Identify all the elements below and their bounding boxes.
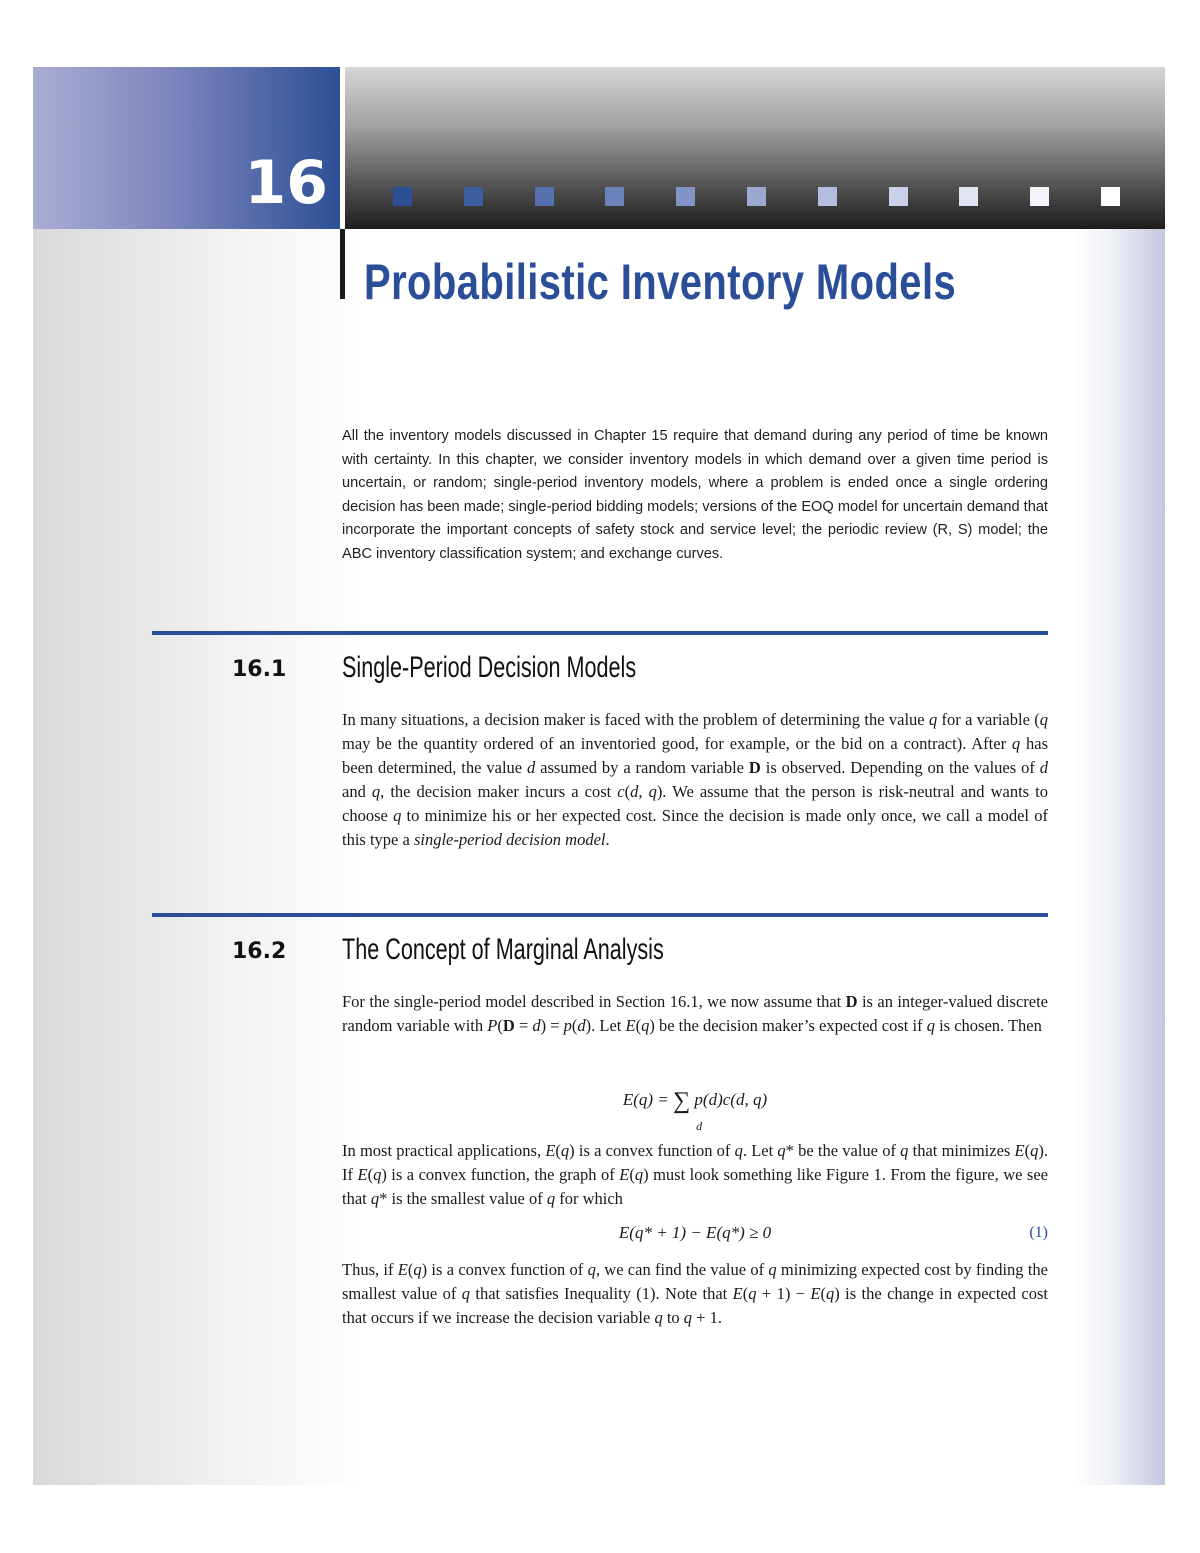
header-square: [747, 187, 766, 206]
header-square: [676, 187, 695, 206]
section-title: Single-Period Decision Models: [342, 651, 637, 684]
section-rule: [152, 631, 1048, 635]
section-16-2-paragraph-3: Thus, if E(q) is a convex function of q, we can find the value of q minimizing expected cost by finding the smallest value of q that satisfies Inequality (1). Note that E(q + 1) − E(q) is the change in expected cost that occurs if we increase the decision variable q to q + 1.: [342, 1260, 1049, 1327]
header-square: [889, 187, 908, 206]
header-square: [393, 187, 412, 206]
section-16-2-paragraph-1: For the single-period model described in Section 16.1, we now assume that D is an integer-valued discrete random variable with P(D = d) = p(d). Let E(q) be the decision maker’s expected cost if q is chosen. Then: [342, 992, 1048, 1035]
chapter-title: Probabilistic Inventory Models: [364, 254, 957, 310]
header-square: [605, 187, 624, 206]
expected-cost-equation: E(q) = ∑ d p(d)c(d, q): [622, 1088, 768, 1133]
section-16-2-paragraph-2: In most practical applications, E(q) is a convex function of q. Let q* be the value of q that minimizes E(q). If E(q) is a convex function, the graph of E(q) must look something like Figure 1. From the figure, we see that q* is the smallest value of q for which: [342, 1141, 1049, 1208]
header-square: [818, 187, 837, 206]
section-number: 16.2: [232, 939, 287, 964]
inequality-1: E(q* + 1) − E(q*) ≥ 0 (1): [342, 1221, 1048, 1245]
section-number: 16.1: [232, 657, 287, 682]
header-square: [535, 187, 554, 206]
chapter-header-divider: [340, 67, 345, 229]
section-16-1-paragraph: In many situations, a decision maker is faced with the problem of determining the value q for a variable (q may be the quantity ordered of an inventoried good, for example, or the bid on a contract). After q has been determined, the value d assumed by a random variable D is observed. Depending on the values of d and q, the decision maker incurs a cost c(d, q). We assume that the person is risk-neutral and wants to choose q to minimize his or her expected cost. Since the decision is made only once, we call a model of this type a single-period decision model.: [342, 710, 1048, 849]
section-rule: [152, 913, 1048, 917]
chapter-number: 16: [244, 148, 328, 218]
section-title: The Concept of Marginal Analysis: [342, 933, 664, 966]
header-square: [959, 187, 978, 206]
equation-number: (1): [1029, 1224, 1048, 1241]
header-square: [464, 187, 483, 206]
chapter-title-bar: [340, 229, 345, 299]
chapter-intro-paragraph: All the inventory models discussed in Chapter 15 require that demand during any period of time be known with certainty. In this chapter, we consider inventory models in which demand over a given time period is uncertain, or random; single-period inventory models, where a problem is ended once a single ordering decision has been made; single-period bidding models; versions of the EOQ model for uncertain demand that incorporate the important concepts of safety stock and service level; the periodic review (R, S) model; the ABC inventory classification system; and exchange curves.: [342, 428, 1048, 562]
header-square: [1101, 187, 1120, 206]
term-single-period-decision-model: single-period decision model: [413, 830, 606, 849]
header-square: [1030, 187, 1049, 206]
